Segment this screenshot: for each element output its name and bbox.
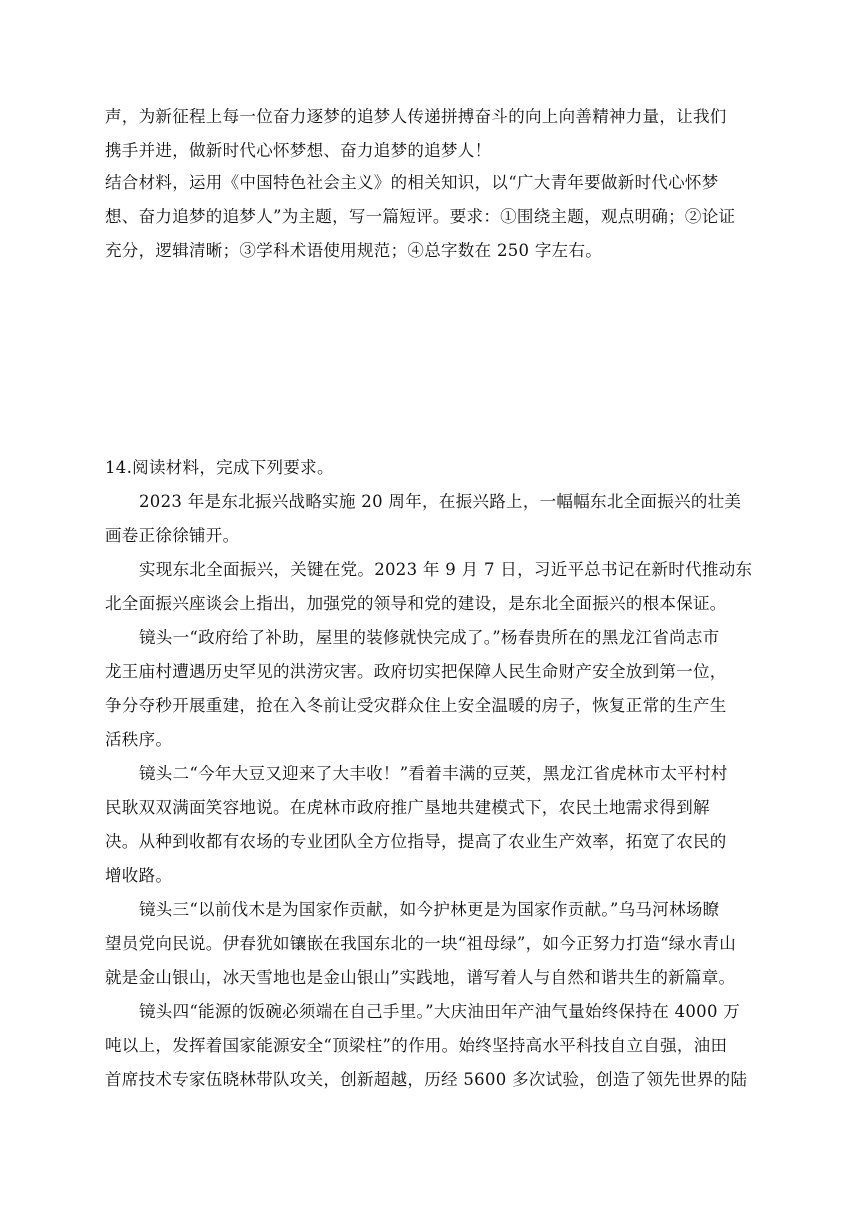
paragraph-line: 镜头二“今年大豆又迎来了大丰收！”看着丰满的豆荚，黑龙江省虎林市太平村村 — [139, 764, 728, 783]
paragraph-line: 决。从种到收都有农场的专业团队全方位指导，提高了农业生产效率，拓宽了农民的 — [105, 832, 727, 851]
paragraph-line: 实现东北全面振兴，关键在党。2023 年 9 月 7 日，习近平总书记在新时代推动东 — [139, 560, 753, 579]
instruction-line: 结合材料，运用《中国特色社会主义》的相关知识，以“广大青年要做新时代心怀梦 — [105, 173, 719, 192]
paragraph-line: 北全面振兴座谈会上指出，加强党的领导和党的建设，是东北全面振兴的根本保证。 — [105, 594, 727, 613]
paragraph-line: 增收路。 — [105, 866, 173, 885]
paragraph-line: 民耿双双满面笑容地说。在虎林市政府推广垦地共建模式下，农民土地需求得到解 — [105, 798, 710, 817]
paragraph-line: 画卷正徐徐铺开。 — [105, 526, 240, 545]
paragraph-line: 争分夺秒开展重建，抢在入冬前让受灾群众住上安全温暖的房子，恢复正常的生产生 — [105, 696, 727, 715]
paragraph-line: 2023 年是东北振兴战略实施 20 周年，在振兴路上，一幅幅东北全面振兴的壮美 — [139, 492, 742, 511]
question-title: 14.阅读材料，完成下列要求。 — [105, 458, 334, 477]
paragraph-line: 镜头四“能源的饭碗必须端在自己手里。”大庆油田年产油气量始终保持在 4000 万 — [139, 1002, 741, 1021]
paragraph-line: 就是金山银山，冰天雪地也是金山银山”实践地，谱写着人与自然和谐共生的新篇章。 — [105, 968, 736, 987]
paragraph-line: 镜头一“政府给了补助，屋里的装修就快完成了。”杨春贵所在的黑龙江省尚志市 — [139, 628, 720, 647]
paragraph-line: 首席技术专家伍晓林带队攻关，创新超越，历经 5600 多次试验，创造了领先世界的陆 — [105, 1070, 748, 1089]
text-line: 携手并进，做新时代心怀梦想、奋力追梦的追梦人！ — [105, 141, 492, 160]
instruction-line: 充分，逻辑清晰；③学科术语使用规范；④总字数在 250 字左右。 — [105, 241, 603, 260]
paragraph-line: 龙王庙村遭遇历史罕见的洪涝灾害。政府切实把保障人民生命财产安全放到第一位， — [105, 662, 727, 681]
text-line: 声，为新征程上每一位奋力逐梦的追梦人传递拼搏奋斗的向上向善精神力量，让我们 — [105, 107, 727, 126]
paragraph-line: 镜头三“以前伐木是为国家作贡献，如今护林更是为国家作贡献。”乌马河林场瞭 — [139, 900, 720, 919]
paragraph-line: 吨以上，发挥着国家能源安全“顶梁柱”的作用。始终坚持高水平科技自立自强，油田 — [105, 1036, 728, 1055]
paragraph-line: 活秩序。 — [105, 730, 173, 749]
instruction-line: 想、奋力追梦的追梦人”为主题，写一篇短评。要求：①围绕主题，观点明确；②论证 — [105, 207, 736, 226]
paragraph-line: 望员党向民说。伊春犹如镶嵌在我国东北的一块“祖母绿”，如今正努力打造“绿水青山 — [105, 934, 737, 953]
